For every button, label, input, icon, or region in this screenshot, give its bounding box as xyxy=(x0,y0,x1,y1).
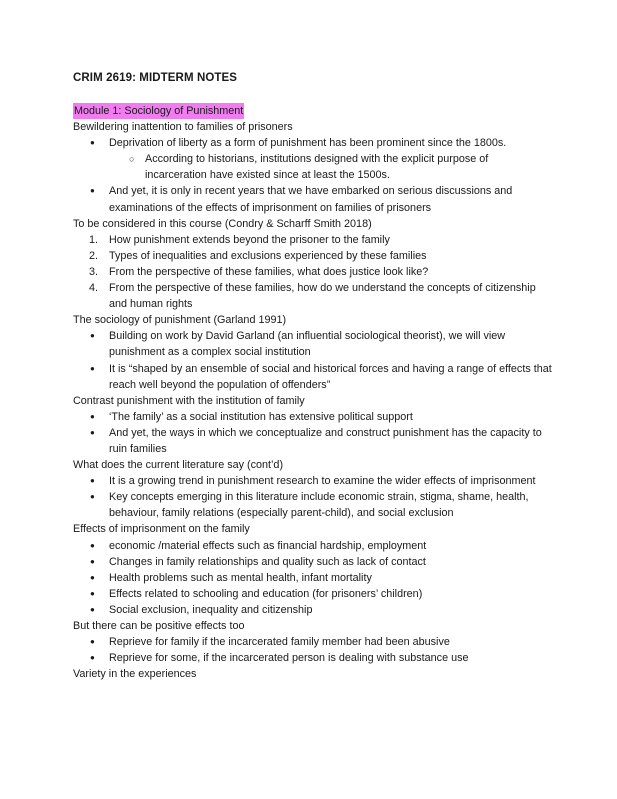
item-number: 4. xyxy=(89,282,99,295)
bullet-list xyxy=(73,135,553,215)
document-body xyxy=(73,103,553,682)
list-item: ● It is a growing trend in punishment research to examine the wider effects of imprisonment xyxy=(73,473,553,489)
list-item: ● Effects related to schooling and education (for prisoners’ children) xyxy=(73,586,553,602)
section-heading: Bewildering inattention to families of prisoners xyxy=(73,121,293,134)
list-item: ● Reprieve for family if the incarcerated family member had been abusive xyxy=(73,634,553,650)
bullet-list xyxy=(73,328,553,392)
list-item: ● Building on work by David Garland (an influential sociological theorist), we will view punishment as a complex social institution xyxy=(73,328,553,360)
item-number: 3. xyxy=(89,265,99,278)
item-text: From the perspective of these families, what does justice look like? xyxy=(109,265,429,278)
bullet-list xyxy=(73,473,553,521)
numbered-item xyxy=(73,280,553,312)
item-number: 2. xyxy=(89,249,99,262)
sub-list-item: ○ According to historians, institutions designed with the explicit purpose of incarceration have existed since at least the 1500s. xyxy=(73,151,553,183)
item-text: Types of inequalities and exclusions experienced by these families xyxy=(109,249,427,262)
bullet-list xyxy=(73,634,553,666)
list-item: ● Deprivation of liberty as a form of punishment has been prominent since the 1800s. xyxy=(73,135,553,151)
list-item: ● And yet, the ways in which we conceptualize and construct punishment has the capacity to ruin families xyxy=(73,425,553,457)
bullet-list xyxy=(73,538,553,618)
section-heading: To be considered in this course (Condry & Scharff Smith 2018) xyxy=(73,217,372,230)
list-item: ● ‘The family’ as a social institution has extensive political support xyxy=(73,409,553,425)
numbered-item xyxy=(73,264,553,280)
item-text: How punishment extends beyond the prisoner to the family xyxy=(109,233,390,246)
document-title: CRIM 2619: MIDTERM NOTES xyxy=(73,72,238,84)
section-heading: Contrast punishment with the institution of family xyxy=(73,394,305,407)
numbered-list xyxy=(73,232,553,312)
section-heading: The sociology of punishment (Garland 1991) xyxy=(73,314,287,327)
module-heading-line xyxy=(73,103,553,119)
list-item: ● economic /material effects such as financial hardship, employment xyxy=(73,538,553,554)
section-heading: Effects of imprisonment on the family xyxy=(73,523,250,536)
section-heading: But there can be positive effects too xyxy=(73,620,245,632)
numbered-item xyxy=(73,248,553,264)
list-item: ● It is “shaped by an ensemble of social and historical forces and having a range of effects that reach well beyond the population of offenders” xyxy=(73,361,553,393)
bullet-list xyxy=(73,409,553,457)
module-heading: Module 1: Sociology of Punishment xyxy=(73,103,244,119)
section-heading: Variety in the experiences xyxy=(73,668,197,681)
list-item: ● Reprieve for some, if the incarcerated person is dealing with substance use xyxy=(73,650,553,666)
list-item: ● Key concepts emerging in this literature include economic strain, stigma, shame, health, behaviour, family relations (especially parent-child), and social exclusion xyxy=(73,489,553,521)
item-number: 1. xyxy=(89,233,99,246)
section-heading: What does the current literature say (cont’d) xyxy=(73,459,284,472)
list-item: ● Social exclusion, inequality and citizenship xyxy=(73,602,553,618)
numbered-item xyxy=(73,232,553,248)
item-text: From the perspective of these families, how do we understand the concepts of citizenship and human rights xyxy=(109,282,536,311)
list-item: ● Health problems such as mental health, infant mortality xyxy=(73,570,553,586)
list-item: ● Changes in family relationships and quality such as lack of contact xyxy=(73,554,553,570)
list-item: ● And yet, it is only in recent years that we have embarked on serious discussions and examinations of the effects of imprisonment on families of prisoners xyxy=(73,183,553,215)
